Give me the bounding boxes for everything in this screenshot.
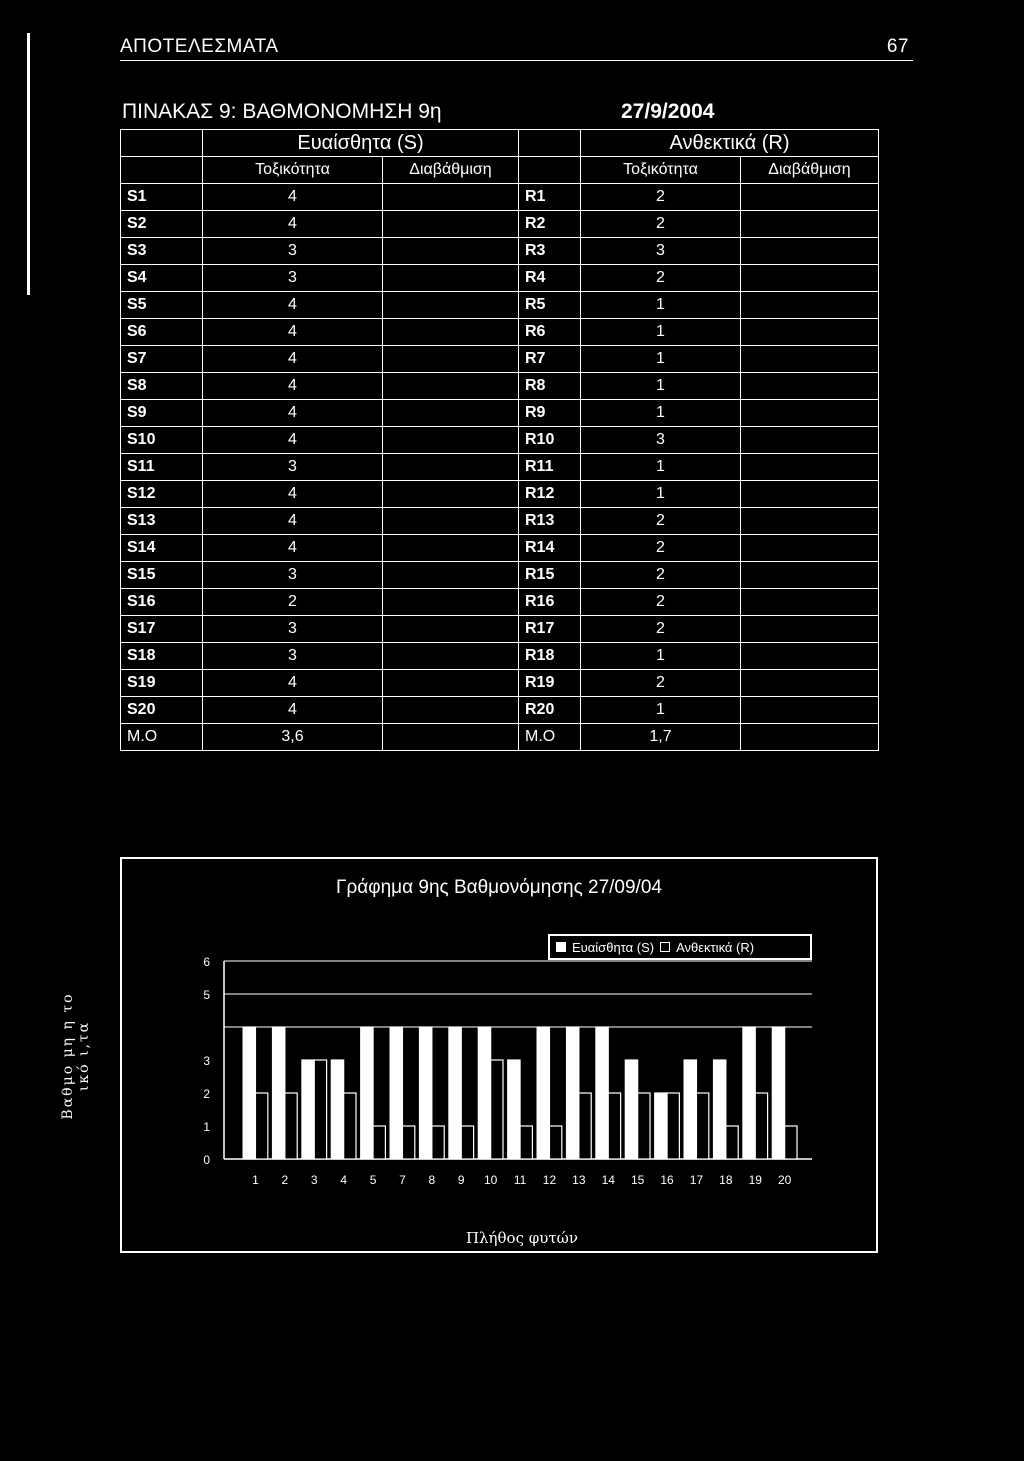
table-row: [121, 535, 879, 562]
legend-label-r: Ανθεκτικά (R): [676, 939, 755, 955]
grading-r-value: [741, 535, 879, 562]
grading-r-value: [741, 427, 879, 454]
bar-s: [537, 1027, 549, 1159]
grading-r-value: [741, 400, 879, 427]
table-row: [121, 427, 879, 454]
toxicity-r-value: 1: [581, 292, 741, 319]
col-grading-s: Διαβάθμιση: [383, 157, 519, 184]
sample-s-id: S5: [121, 292, 203, 319]
grading-s-value: [383, 319, 519, 346]
x-tick-label: 5: [369, 1173, 377, 1187]
y-axis-label: Βαθμο μη η το ικό ι,τα: [60, 992, 92, 1120]
x-tick-label: 19: [748, 1173, 762, 1187]
grading-s-value: [383, 373, 519, 400]
bar-r: [549, 1126, 561, 1159]
table-row: [121, 265, 879, 292]
sample-s-id: S17: [121, 616, 203, 643]
grading-r-value: [741, 508, 879, 535]
toxicity-s-value: 4: [203, 535, 383, 562]
bar-s: [243, 1027, 255, 1159]
table-row: [121, 400, 879, 427]
grading-r-value: [741, 643, 879, 670]
sample-s-id: S4: [121, 265, 203, 292]
bar-s: [449, 1027, 461, 1159]
toxicity-s-value: 4: [203, 319, 383, 346]
table-row: [121, 319, 879, 346]
sample-s-id: S1: [121, 184, 203, 211]
sample-s-id: S19: [121, 670, 203, 697]
toxicity-s-value: 4: [203, 292, 383, 319]
page-margin-bar: [27, 33, 30, 295]
grading-s-value: [383, 400, 519, 427]
grading-r-value: [741, 238, 879, 265]
toxicity-r-value: 2: [581, 616, 741, 643]
grading-s-value: [383, 346, 519, 373]
grading-r-value: [741, 265, 879, 292]
sample-r-id: R14: [519, 535, 581, 562]
sample-s-id: S20: [121, 697, 203, 724]
toxicity-s-value: 3: [203, 454, 383, 481]
table-row: [121, 643, 879, 670]
bar-chart: [122, 859, 878, 1253]
toxicity-s-value: 3: [203, 562, 383, 589]
bar-r: [755, 1093, 767, 1159]
sample-r-id: R5: [519, 292, 581, 319]
table-row: [121, 346, 879, 373]
grading-r-value: [741, 319, 879, 346]
grading-r-value: [741, 184, 879, 211]
mean-row: [121, 724, 879, 751]
grading-s-value: [383, 508, 519, 535]
toxicity-s-value: 3: [203, 238, 383, 265]
bar-r: [344, 1093, 356, 1159]
group-header-row: [121, 130, 879, 157]
sample-r-id: R20: [519, 697, 581, 724]
grading-r-value: [741, 670, 879, 697]
sample-s-id: S18: [121, 643, 203, 670]
bar-s: [596, 1027, 608, 1159]
bar-r: [373, 1126, 385, 1159]
col-toxicity-r: Τοξικότητα: [581, 157, 741, 184]
bar-s: [508, 1060, 520, 1159]
sample-s-id: S15: [121, 562, 203, 589]
sample-r-id: R9: [519, 400, 581, 427]
sample-s-id: S14: [121, 535, 203, 562]
mean-label-r: Μ.Ο: [519, 724, 581, 751]
mean-s-grading: [383, 724, 519, 751]
table-row: [121, 292, 879, 319]
sample-s-id: S11: [121, 454, 203, 481]
chart-frame: [120, 857, 878, 1253]
grading-r-value: [741, 697, 879, 724]
table-row: [121, 184, 879, 211]
section-title: ΑΠΟΤΕΛΕΣΜΑΤΑ: [120, 36, 279, 57]
toxicity-r-value: 2: [581, 265, 741, 292]
grading-s-value: [383, 535, 519, 562]
sample-s-id: S9: [121, 400, 203, 427]
sample-r-id: R6: [519, 319, 581, 346]
bar-r: [314, 1060, 326, 1159]
grading-s-value: [383, 184, 519, 211]
sample-s-id: S16: [121, 589, 203, 616]
x-tick-label: 4: [340, 1173, 348, 1187]
sample-s-id: S2: [121, 211, 203, 238]
x-tick-label: 3: [310, 1173, 318, 1187]
table-row: [121, 373, 879, 400]
table-row: [121, 454, 879, 481]
sample-r-id: R8: [519, 373, 581, 400]
toxicity-s-value: 4: [203, 346, 383, 373]
table-row: [121, 211, 879, 238]
bar-s: [331, 1060, 343, 1159]
toxicity-s-value: 4: [203, 481, 383, 508]
toxicity-r-value: 2: [581, 589, 741, 616]
x-tick-label: 17: [689, 1173, 704, 1187]
toxicity-s-value: 2: [203, 589, 383, 616]
toxicity-r-value: 1: [581, 643, 741, 670]
toxicity-s-value: 3: [203, 265, 383, 292]
sample-r-id: R7: [519, 346, 581, 373]
grading-r-value: [741, 481, 879, 508]
toxicity-s-value: 4: [203, 400, 383, 427]
x-tick-label: 13: [572, 1173, 586, 1187]
table-date: 27/9/2004: [621, 100, 715, 123]
sample-r-id: R19: [519, 670, 581, 697]
grading-r-value: [741, 346, 879, 373]
sample-r-id: R11: [519, 454, 581, 481]
grading-s-value: [383, 238, 519, 265]
chart-title: Γράφημα 9ης Βαθμονόμησης 27/09/04: [336, 877, 662, 898]
grading-r-value: [741, 454, 879, 481]
sample-s-id: S10: [121, 427, 203, 454]
bar-r: [520, 1126, 532, 1159]
chart-legend: [548, 934, 812, 960]
bar-r: [491, 1060, 503, 1159]
bar-s: [655, 1093, 667, 1159]
sample-s-id: S12: [121, 481, 203, 508]
bar-s: [390, 1027, 402, 1159]
sample-r-id: R10: [519, 427, 581, 454]
grading-table: [120, 129, 879, 751]
x-tick-label: 16: [660, 1173, 674, 1187]
bar-s: [684, 1060, 696, 1159]
bar-s: [714, 1060, 726, 1159]
sample-r-id: R12: [519, 481, 581, 508]
toxicity-r-value: 2: [581, 184, 741, 211]
toxicity-s-value: 3: [203, 616, 383, 643]
grading-r-value: [741, 292, 879, 319]
toxicity-r-value: 1: [581, 373, 741, 400]
y-tick-label: 3: [203, 1054, 210, 1068]
x-axis-label: Πλήθος φυτών: [465, 1229, 579, 1247]
x-tick-label: 15: [630, 1173, 645, 1187]
toxicity-r-value: 1: [581, 697, 741, 724]
table-row: [121, 508, 879, 535]
toxicity-s-value: 4: [203, 373, 383, 400]
legend-swatch-r: [660, 942, 670, 952]
toxicity-s-value: 4: [203, 184, 383, 211]
toxicity-r-value: 3: [581, 427, 741, 454]
bar-r: [285, 1093, 297, 1159]
x-tick-label: 7: [399, 1173, 406, 1187]
toxicity-s-value: 4: [203, 697, 383, 724]
y-tick-label: 2: [203, 1087, 210, 1101]
x-tick-label: 1: [252, 1173, 259, 1187]
bar-r: [608, 1093, 620, 1159]
bar-r: [726, 1126, 738, 1159]
bar-s: [361, 1027, 373, 1159]
bar-r: [638, 1093, 650, 1159]
toxicity-r-value: 3: [581, 238, 741, 265]
sample-r-id: R16: [519, 589, 581, 616]
x-tick-label: 8: [428, 1173, 436, 1187]
bar-r: [785, 1126, 797, 1159]
x-tick-label: 2: [281, 1173, 289, 1187]
toxicity-r-value: 2: [581, 535, 741, 562]
toxicity-r-value: 1: [581, 481, 741, 508]
sample-s-id: S7: [121, 346, 203, 373]
sample-s-id: S6: [121, 319, 203, 346]
table-row: [121, 589, 879, 616]
mean-r-grading: [741, 724, 879, 751]
group-r-header: Ανθεκτικά (R): [581, 130, 879, 157]
sample-s-id: S8: [121, 373, 203, 400]
table-row: [121, 481, 879, 508]
grading-s-value: [383, 643, 519, 670]
grading-s-value: [383, 589, 519, 616]
y-tick-label: 5: [203, 988, 210, 1002]
page-header: [120, 36, 913, 58]
bar-s: [625, 1060, 637, 1159]
toxicity-s-value: 3: [203, 643, 383, 670]
grading-s-value: [383, 427, 519, 454]
bar-r: [255, 1093, 267, 1159]
grading-s-value: [383, 454, 519, 481]
mean-s-value: 3,6: [203, 724, 383, 751]
page-number: 67: [886, 36, 909, 57]
toxicity-s-value: 4: [203, 670, 383, 697]
grading-s-value: [383, 562, 519, 589]
toxicity-r-value: 1: [581, 319, 741, 346]
x-tick-label: 12: [542, 1173, 557, 1187]
sample-r-id: R3: [519, 238, 581, 265]
mean-label-s: Μ.Ο: [121, 724, 203, 751]
mean-r-value: 1,7: [581, 724, 741, 751]
sample-r-id: R15: [519, 562, 581, 589]
table-row: [121, 238, 879, 265]
bar-s: [478, 1027, 490, 1159]
sample-r-id: R2: [519, 211, 581, 238]
bar-s: [567, 1027, 579, 1159]
table-title: ΠΙΝΑΚΑΣ 9: ΒΑΘΜΟΝΟΜΗΣΗ 9η: [122, 100, 442, 123]
toxicity-s-value: 4: [203, 427, 383, 454]
grading-s-value: [383, 211, 519, 238]
grading-s-value: [383, 481, 519, 508]
group-s-header: Ευαίσθητα (S): [203, 130, 519, 157]
bar-s: [273, 1027, 285, 1159]
toxicity-r-value: 2: [581, 508, 741, 535]
sample-r-id: R17: [519, 616, 581, 643]
table-row: [121, 616, 879, 643]
grading-s-value: [383, 670, 519, 697]
bar-r: [402, 1126, 414, 1159]
bar-s: [420, 1027, 432, 1159]
bar-r: [667, 1093, 679, 1159]
bar-r: [432, 1126, 444, 1159]
grading-r-value: [741, 562, 879, 589]
sample-r-id: R13: [519, 508, 581, 535]
sample-r-id: R4: [519, 265, 581, 292]
grading-r-value: [741, 211, 879, 238]
toxicity-r-value: 1: [581, 346, 741, 373]
toxicity-s-value: 4: [203, 508, 383, 535]
toxicity-r-value: 2: [581, 670, 741, 697]
toxicity-r-value: 2: [581, 211, 741, 238]
header-rule: [120, 60, 913, 61]
toxicity-r-value: 1: [581, 400, 741, 427]
col-toxicity-s: Τοξικότητα: [203, 157, 383, 184]
table-row: [121, 697, 879, 724]
bar-s: [743, 1027, 755, 1159]
toxicity-r-value: 2: [581, 562, 741, 589]
bar-s: [302, 1060, 314, 1159]
y-tick-label: 1: [203, 1120, 210, 1134]
column-header-row: [121, 157, 879, 184]
bar-r: [579, 1093, 591, 1159]
col-grading-r: Διαβάθμιση: [741, 157, 879, 184]
sample-s-id: S13: [121, 508, 203, 535]
y-tick-label: 0: [203, 1153, 210, 1167]
toxicity-s-value: 4: [203, 211, 383, 238]
x-tick-label: 9: [457, 1173, 465, 1187]
x-tick-label: 14: [601, 1173, 615, 1187]
sample-s-id: S3: [121, 238, 203, 265]
toxicity-r-value: 1: [581, 454, 741, 481]
x-tick-label: 10: [483, 1173, 498, 1187]
grading-s-value: [383, 697, 519, 724]
grading-r-value: [741, 616, 879, 643]
bar-r: [696, 1093, 708, 1159]
sample-r-id: R18: [519, 643, 581, 670]
y-tick-label: 6: [203, 955, 210, 969]
table-row: [121, 562, 879, 589]
grading-r-value: [741, 589, 879, 616]
grading-s-value: [383, 292, 519, 319]
sample-r-id: R1: [519, 184, 581, 211]
legend-label-s: Ευαίσθητα (S): [572, 939, 655, 955]
legend-swatch-s: [556, 942, 566, 952]
table-row: [121, 670, 879, 697]
grading-r-value: [741, 373, 879, 400]
x-tick-label: 18: [719, 1173, 733, 1187]
bar-r: [461, 1126, 473, 1159]
x-tick-label: 20: [777, 1173, 792, 1187]
x-tick-label: 11: [513, 1173, 527, 1187]
bar-s: [772, 1027, 784, 1159]
grading-s-value: [383, 616, 519, 643]
grading-s-value: [383, 265, 519, 292]
